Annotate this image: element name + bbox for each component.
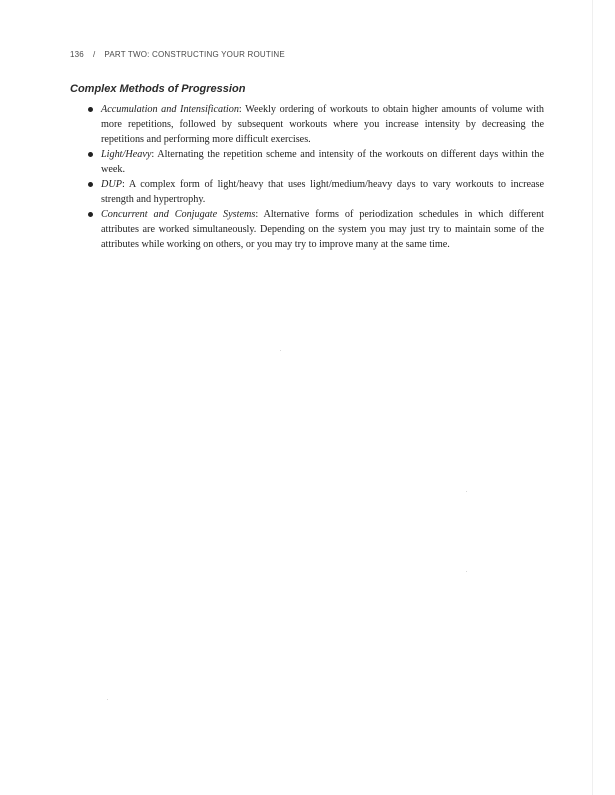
item-description: : Alternating the repetition scheme and intensity of the workouts on different days within the week.	[101, 149, 544, 175]
bullet-icon	[88, 212, 93, 217]
page-edge-line	[592, 0, 593, 795]
scan-speck	[280, 350, 281, 351]
list-item-light-heavy	[88, 147, 544, 177]
scan-speck	[466, 491, 467, 492]
list-item-concurrent-conjugate	[88, 207, 544, 252]
header-separator: /	[92, 50, 96, 59]
scan-speck	[466, 571, 467, 572]
list-item-accumulation	[88, 102, 544, 147]
page-number: 136	[70, 50, 84, 59]
section-heading: Complex Methods of Progression	[70, 83, 246, 95]
list-item-dup	[88, 177, 544, 207]
bullet-icon	[88, 152, 93, 157]
item-description: : Alternative forms of periodization schedules in which different attributes are worked simultaneously. Depending on the system you may just try to maintain some of the attributes while working on others, or you may try to improve many at the same time.	[101, 209, 545, 250]
item-term: Concurrent and Conjugate Systems	[101, 209, 256, 220]
part-title: PART TWO: CONSTRUCTING YOUR ROUTINE	[104, 50, 285, 59]
item-term: Accumulation and Intensification	[101, 104, 239, 115]
item-term: DUP	[101, 179, 122, 190]
scan-speck	[107, 699, 108, 700]
progression-methods-list	[88, 102, 544, 252]
bullet-icon	[88, 182, 93, 187]
bullet-icon	[88, 107, 93, 112]
item-description: : A complex form of light/heavy that uses light/medium/heavy days to vary workouts to increase strength and hypertrophy.	[101, 179, 544, 205]
running-header	[70, 50, 285, 59]
item-term: Light/Heavy	[101, 149, 152, 160]
item-description: : Weekly ordering of workouts to obtain higher amounts of volume with more repetitions, followed by subsequent workouts where you increase intensity by decreasing the repetitions and performing more difficult exercises.	[101, 104, 545, 145]
